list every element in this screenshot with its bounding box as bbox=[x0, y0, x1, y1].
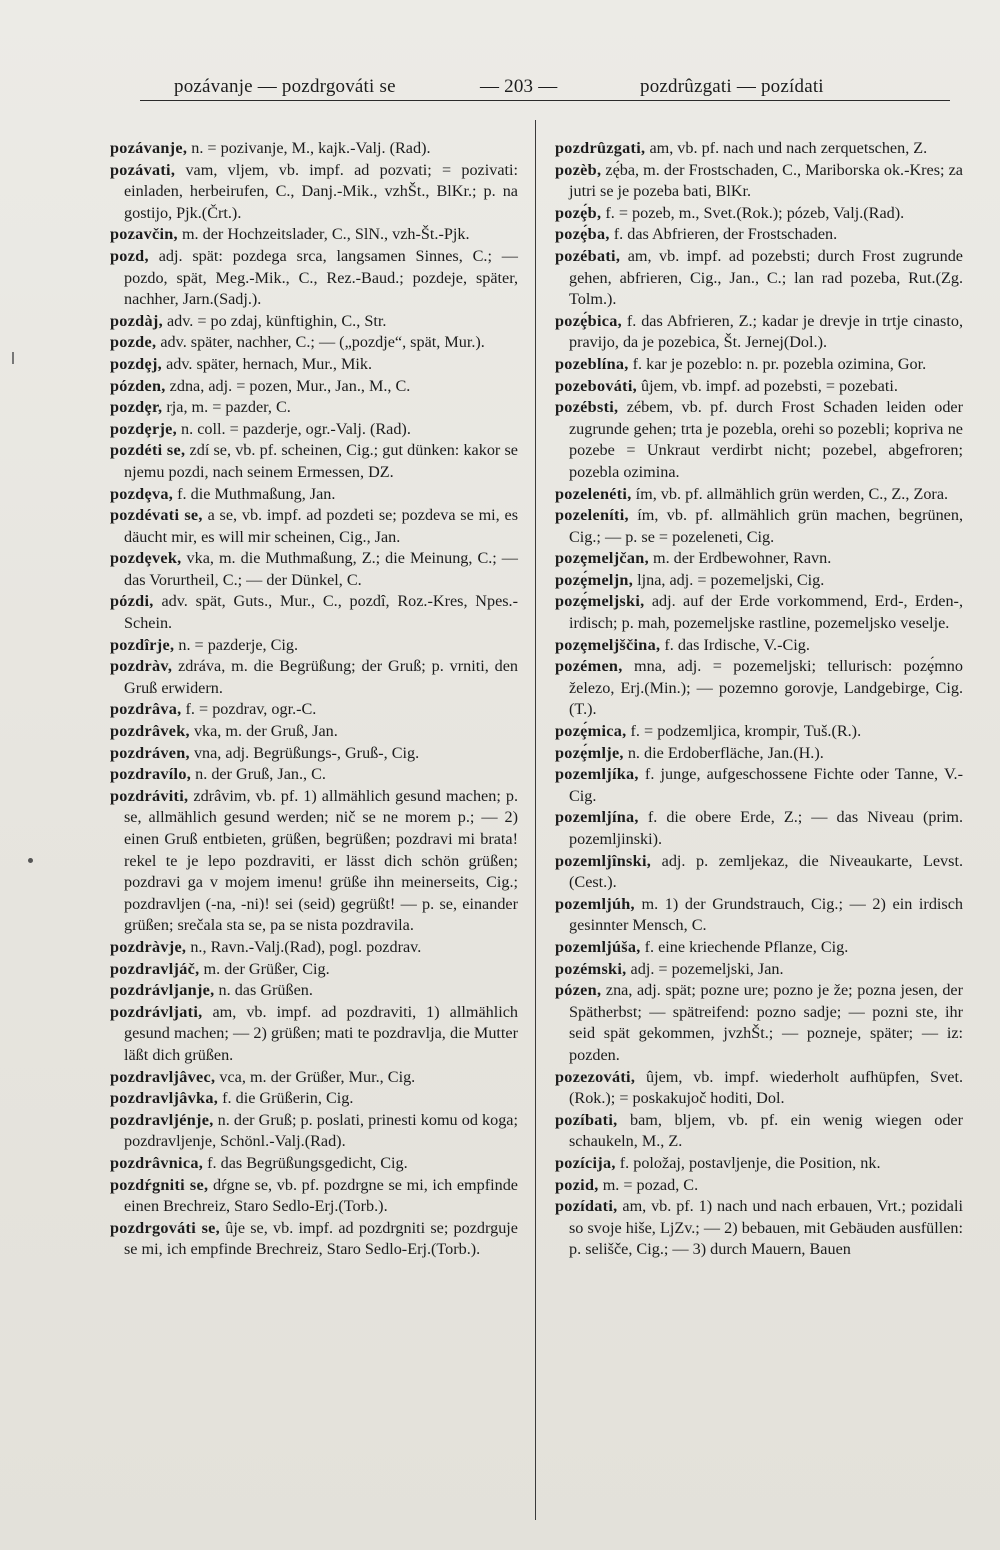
dictionary-entry bbox=[555, 1153, 963, 1175]
dictionary-entry bbox=[110, 1110, 518, 1153]
entry-headword: pozdéti se, bbox=[110, 441, 186, 460]
dictionary-entry bbox=[110, 591, 518, 634]
entry-headword: pozemljúh, bbox=[555, 894, 635, 913]
margin-mark bbox=[12, 352, 14, 364]
dictionary-entry bbox=[110, 440, 518, 483]
entry-definition: f. die Muthmaßung, Jan. bbox=[173, 484, 336, 503]
entry-definition: f. das Abfrieren, der Frostschaden. bbox=[609, 225, 838, 244]
dictionary-entry bbox=[110, 1218, 518, 1261]
dictionary-entry bbox=[110, 959, 518, 981]
entry-headword: pozdravílo, bbox=[110, 765, 192, 784]
dictionary-entry bbox=[110, 980, 518, 1002]
entry-definition: adv. = po zdaj, künftighin, C., Str. bbox=[162, 311, 387, 330]
entry-headword: pozdravljáč, bbox=[110, 959, 200, 978]
entry-headword: pozdévati se, bbox=[110, 506, 203, 525]
entry-definition: mna, adj. = pozemeljski; tellurisch: pozȩ́mno železo, Erj.(Min.); — pozemno gorovje, Landgebirge, Cig.(T.). bbox=[569, 657, 963, 719]
entry-definition: f. die obere Erde, Z.; — das Niveau (prim. pozemljinski). bbox=[569, 808, 963, 848]
entry-headword: pozezováti, bbox=[555, 1067, 636, 1086]
entry-definition: ím, vb. pf. allmählich grün werden, C., Z., Zora. bbox=[631, 484, 949, 503]
entry-definition: vam, vljem, vb. impf. ad pozvati; = pozivati: einladen, herbeirufen, C., Danj.-Mik., vzhŠt., BlKr.; p. na gostijo, Pjk.(Črt.). bbox=[124, 160, 518, 222]
entry-headword: pozdrávljanje, bbox=[110, 981, 215, 1000]
entry-headword: pozȩ́mlje, bbox=[555, 743, 624, 762]
entry-definition: zdráva, m. die Begrüßung; der Gruß; p. vrniti, den Gruß erwidern. bbox=[124, 657, 518, 697]
dictionary-entry bbox=[110, 743, 518, 765]
entry-headword: pozdràvje, bbox=[110, 937, 187, 956]
entry-definition: adj. p. zemljekaz, die Niveaukarte, Levst.(Cest.). bbox=[569, 851, 963, 892]
entry-headword: pozȩ́meljski, bbox=[555, 592, 645, 611]
entry-headword: pozícija, bbox=[555, 1153, 616, 1172]
entry-headword: pozdȩrje, bbox=[110, 419, 177, 438]
entry-headword: pozdrûzgati, bbox=[555, 139, 646, 157]
entry-headword: pozávati, bbox=[110, 160, 176, 179]
margin-dot bbox=[28, 858, 33, 863]
dictionary-entry bbox=[110, 656, 518, 699]
dictionary-entry bbox=[555, 376, 963, 398]
dictionary-entry bbox=[555, 548, 963, 570]
entry-definition: m. der Hochzeitslader, C., SlN., vzh-Št.-Pjk. bbox=[177, 225, 470, 244]
dictionary-entry bbox=[555, 138, 963, 160]
entry-headword: pozébsti, bbox=[555, 398, 619, 417]
entry-headword: pozdȩva, bbox=[110, 484, 174, 503]
dictionary-entry bbox=[110, 1088, 518, 1110]
entry-headword: pozemljíka, bbox=[555, 765, 639, 784]
entry-definition: vka, m. die Muthmaßung, Z.; die Meinung, C.; — das Vorurtheil, C.; — der Dünkel, C. bbox=[124, 549, 518, 589]
dictionary-entry bbox=[555, 397, 963, 483]
entry-headword: pozid, bbox=[555, 1175, 599, 1194]
dictionary-entry bbox=[110, 484, 518, 506]
dictionary-entry bbox=[555, 937, 963, 959]
dictionary-entry bbox=[555, 1175, 963, 1197]
entry-headword: pozemljînski, bbox=[555, 851, 652, 870]
entry-headword: pozèb, bbox=[555, 160, 602, 179]
entry-definition: f. das Begrüßungsgedicht, Cig. bbox=[203, 1153, 408, 1172]
entry-definition: adj. spät: pozdega srca, langsamen Sinnes, C.; — pozdo, spät, Meg.-Mik., C., Rez.-Baud.; pozdeje, später, nachher, Jarn.(Sadj.). bbox=[124, 246, 518, 309]
entry-headword: pozȩ́mica, bbox=[555, 722, 627, 741]
entry-headword: pozávanje, bbox=[110, 139, 188, 157]
dictionary-entry bbox=[110, 419, 518, 441]
dictionary-entry bbox=[110, 937, 518, 959]
entry-headword: pozeblína, bbox=[555, 354, 629, 373]
entry-headword: pozȩmeljčan, bbox=[555, 549, 649, 568]
dictionary-entry bbox=[110, 397, 518, 419]
entry-definition: m. der Erdbewohner, Ravn. bbox=[648, 549, 832, 568]
entry-headword: pozdravljénje, bbox=[110, 1110, 214, 1129]
entry-definition: f. položaj, postavljenje, die Position, nk. bbox=[615, 1153, 881, 1172]
dictionary-entry bbox=[555, 721, 963, 743]
dictionary-entry bbox=[110, 246, 518, 311]
entry-headword: pozémen, bbox=[555, 657, 623, 676]
dictionary-entry bbox=[555, 743, 963, 765]
entry-headword: pozdrâvnica, bbox=[110, 1153, 204, 1172]
header-right-guideword: pozdrûzgati — pozídati bbox=[640, 76, 824, 97]
dictionary-entry bbox=[555, 764, 963, 807]
entry-headword: pozdàj, bbox=[110, 311, 163, 330]
entry-definition: am, vb. impf. ad pozdraviti, 1) allmählich gesund machen; — 2) grüßen; mati te pozdravlja, die Mutter läßt dich grüßen. bbox=[124, 1002, 518, 1064]
entry-definition: adj. = pozemeljski, Jan. bbox=[626, 959, 784, 978]
dictionary-entry bbox=[555, 656, 963, 721]
dictionary-entry bbox=[555, 959, 963, 981]
dictionary-entry bbox=[555, 980, 963, 1066]
entry-headword: pozdravljâvec, bbox=[110, 1067, 216, 1086]
entry-headword: pozȩ́ba, bbox=[555, 225, 610, 244]
entry-definition: am, vb. pf. 1) nach und nach erbauen, Vrt.; pozidali so svoje hiše, LjZv.; — 2) bebauen, mit Gebäuden ausfüllen: p. selišče, Cig.; — 3) durch Mauern, Bauen bbox=[569, 1197, 963, 1259]
entry-definition: m. = pozad, C. bbox=[598, 1175, 699, 1194]
entry-headword: pozdrâvek, bbox=[110, 722, 190, 741]
entry-headword: pozemljína, bbox=[555, 808, 639, 827]
entry-definition: f. die Grüßerin, Cig. bbox=[218, 1089, 354, 1108]
right-column bbox=[555, 138, 963, 1261]
entry-definition: f. = pozdrav, ogr.-C. bbox=[181, 700, 317, 719]
entry-definition: n. = pazderje, Cig. bbox=[174, 635, 299, 654]
dictionary-entry bbox=[555, 246, 963, 311]
left-column bbox=[110, 138, 518, 1261]
entry-definition: n. der Gruß; p. poslati, prinesti komu od koga; pozdravljenje, Schönl.-Valj.(Rad). bbox=[124, 1110, 518, 1151]
dictionary-entry bbox=[555, 203, 963, 225]
dictionary-entry bbox=[555, 484, 963, 506]
dictionary-entry bbox=[555, 1110, 963, 1153]
dictionary-entry bbox=[555, 1067, 963, 1110]
entry-definition: n. die Erdoberfläche, Jan.(H.). bbox=[623, 743, 824, 762]
entry-definition: dŕgne se, vb. pf. pozdrgne se mi, ich empfinde einen Brechreiz, Staro Sedlo-Erj.(Torb.). bbox=[124, 1175, 518, 1216]
entry-definition: n. = pozivanje, M., kajk.-Valj. (Rad). bbox=[187, 139, 431, 157]
entry-headword: pózden, bbox=[110, 376, 166, 395]
dictionary-entry bbox=[555, 311, 963, 354]
entry-definition: am, vb. impf. ad pozebsti; durch Frost zugrunde gehen, abfrieren, Cig., Jan., C.; lan rad pozeba, Rut.(Zg. Tolm.). bbox=[569, 246, 963, 309]
entry-definition: f. junge, aufgeschossene Fichte oder Tanne, V.-Cig. bbox=[569, 765, 963, 805]
entry-headword: pozíbati, bbox=[555, 1110, 618, 1129]
dictionary-entry bbox=[110, 311, 518, 333]
entry-definition: n. der Gruß, Jan., C. bbox=[191, 765, 326, 784]
entry-headword: pozde, bbox=[110, 333, 157, 352]
dictionary-entry bbox=[110, 505, 518, 548]
entry-definition: vca, m. der Grüßer, Mur., Cig. bbox=[215, 1067, 416, 1086]
dictionary-entry bbox=[110, 1175, 518, 1218]
dictionary-entry bbox=[110, 1153, 518, 1175]
entry-definition: zę́ba, m. der Frostschaden, C., Mariborska ok.-Kres; za jutri se je pozeba bati, BlKr. bbox=[569, 160, 963, 201]
entry-definition: m. 1) der Grundstrauch, Cig.; — 2) ein irdisch gesinnter Mensch, C. bbox=[569, 894, 963, 935]
entry-headword: pozdrâva, bbox=[110, 700, 182, 719]
entry-definition: ím, vb. pf. allmählich grün machen, begrünen, Cig.; — p. se = pozeleneti, Cig. bbox=[569, 506, 963, 546]
entry-headword: pozdȩj, bbox=[110, 354, 163, 373]
page-number: — 203 — bbox=[480, 76, 558, 97]
entry-definition: adv. später, nachher, C.; — („pozdje“, spät, Mur.). bbox=[156, 333, 485, 352]
entry-definition: ljna, adj. = pozemeljski, Cig. bbox=[633, 570, 825, 589]
dictionary-entry bbox=[110, 1002, 518, 1067]
entry-headword: pozavčin, bbox=[110, 225, 178, 244]
column-divider bbox=[535, 120, 536, 1520]
entry-headword: pozdràv, bbox=[110, 657, 173, 676]
dictionary-entry bbox=[110, 764, 518, 786]
dictionary-entry bbox=[110, 354, 518, 376]
dictionary-entry bbox=[110, 224, 518, 246]
entry-definition: f. = podzemljica, krompir, Tuš.(R.). bbox=[626, 722, 862, 741]
entry-definition: n. das Grüßen. bbox=[214, 981, 313, 1000]
entry-definition: f. = pozeb, m., Svet.(Rok.); pózeb, Valj.(Rad). bbox=[601, 203, 905, 222]
entry-definition: a se, vb. impf. ad pozdeti se; pozdeva se mi, es däucht mir, es will mir scheinen, Cig., Jan. bbox=[124, 506, 518, 546]
entry-headword: pózen, bbox=[555, 981, 602, 1000]
dictionary-entry bbox=[110, 635, 518, 657]
entry-definition: vna, adj. Begrüßungs-, Gruß-, Cig. bbox=[189, 743, 420, 762]
entry-headword: pozdravljâvka, bbox=[110, 1089, 219, 1108]
dictionary-entry bbox=[110, 332, 518, 354]
entry-definition: ûjem, vb. impf. wiederholt aufhüpfen, Svet.(Rok.); = poskakujoč hoditi, Dol. bbox=[569, 1067, 963, 1108]
dictionary-entry bbox=[110, 138, 518, 160]
entry-definition: zdí se, vb. pf. scheinen, Cig.; gut dünken: kakor se njemu pozdi, nach seinem Ermessen, DZ. bbox=[124, 441, 518, 481]
dictionary-entry bbox=[555, 1196, 963, 1261]
entry-definition: bam, bljem, vb. pf. ein wenig wiegen oder schaukeln, M., Z. bbox=[569, 1110, 963, 1151]
entry-headword: pozdráven, bbox=[110, 743, 190, 762]
entry-definition: ûje se, vb. impf. ad pozdrgniti se; pozdrguje se mi, ich empfinde Brechreiz, Staro Sedlo-Erj.(Torb.). bbox=[124, 1218, 518, 1259]
entry-definition: n., Ravn.-Valj.(Rad), pogl. pozdrav. bbox=[186, 937, 422, 956]
running-header bbox=[160, 70, 920, 100]
entry-headword: pozébati, bbox=[555, 246, 621, 265]
entry-headword: pozȩ́meljn, bbox=[555, 570, 634, 589]
entry-headword: pozdrgováti se, bbox=[110, 1218, 220, 1237]
entry-definition: f. das Irdische, V.-Cig. bbox=[660, 635, 810, 654]
entry-definition: f. kar je pozeblo: n. pr. pozebla ozimina, Gor. bbox=[628, 354, 927, 373]
entry-headword: pozdȩr, bbox=[110, 398, 163, 417]
dictionary-entry bbox=[110, 1067, 518, 1089]
dictionary-entry bbox=[555, 635, 963, 657]
entry-headword: pozelenéti, bbox=[555, 484, 632, 503]
entry-headword: pozdrávljati, bbox=[110, 1002, 203, 1021]
entry-definition: zdrâvim, vb. pf. 1) allmählich gesund machen; p. se, allmählich gesund werden; nič se ne morem p.; — 2) einen Gruß entbieten, grüßen, begrüßen; pozdravi mi brata! rekel te je lepo pozdraviti, er lässt dich schön grüßen; pozdravi ga v mojem imenu! grüße ihn meinerseits, Cig.; pozdravljen (-na, -ni)! sei (seid) gegrüßt! — p. se, einander grüßen; srečala sta se, pa se nista pozdravila. bbox=[124, 786, 518, 935]
entry-definition: adv. spät, Guts., Mur., C., pozdî, Roz.-Kres, Npes.-Schein. bbox=[124, 592, 518, 633]
entry-headword: pozdráviti, bbox=[110, 786, 189, 805]
dictionary-entry bbox=[555, 160, 963, 203]
entry-headword: pozémski, bbox=[555, 959, 627, 978]
entry-definition: f. eine kriechende Pflanze, Cig. bbox=[640, 937, 849, 956]
entry-definition: n. coll. = pazderje, ogr.-Valj. (Rad). bbox=[176, 419, 411, 438]
dictionary-entry bbox=[555, 894, 963, 937]
entry-definition: adv. später, hernach, Mur., Mik. bbox=[162, 354, 373, 373]
entry-headword: pozídati, bbox=[555, 1197, 618, 1216]
dictionary-entry bbox=[110, 160, 518, 225]
dictionary-entry bbox=[555, 224, 963, 246]
header-rule bbox=[140, 100, 950, 101]
entry-definition: zna, adj. spät; pozne ure; pozno je že; pozna jesen, der Spätherbst; — spätreifend: pozno sadje; — pozni ste, ihr seid spät gekommen, jvzhŠt.; — pozneje, später; — iz: pozden. bbox=[569, 981, 963, 1064]
entry-definition: f. das Abfrieren, Z.; kadar je drevje in trtje cinasto, pravijo, da je pozebica, Št. Jernej(Dol.). bbox=[569, 311, 963, 352]
dictionary-entry bbox=[110, 721, 518, 743]
dictionary-entry bbox=[110, 376, 518, 398]
entry-definition: am, vb. pf. nach und nach zerquetschen, Z. bbox=[645, 139, 928, 157]
entry-headword: pózdi, bbox=[110, 592, 154, 611]
entry-definition: zdna, adj. = pozen, Mur., Jan., M., C. bbox=[165, 376, 411, 395]
dictionary-entry bbox=[555, 807, 963, 850]
dictionary-entry bbox=[110, 548, 518, 591]
entry-headword: pozȩ́b, bbox=[555, 203, 602, 222]
entry-headword: pozemljúša, bbox=[555, 937, 641, 956]
dictionary-entry bbox=[555, 591, 963, 634]
entry-headword: pozȩmeljščina, bbox=[555, 635, 661, 654]
entry-definition: m. der Grüßer, Cig. bbox=[199, 959, 330, 978]
entry-headword: pozdîrje, bbox=[110, 635, 175, 654]
header-left-guideword: pozávanje — pozdrgováti se bbox=[174, 76, 396, 97]
dictionary-entry bbox=[110, 699, 518, 721]
entry-headword: pozdŕgniti se, bbox=[110, 1175, 209, 1194]
entry-headword: pozebováti, bbox=[555, 376, 637, 395]
entry-definition: ûjem, vb. impf. ad pozebsti, = pozebati. bbox=[637, 376, 898, 395]
entry-headword: pozd, bbox=[110, 246, 149, 265]
entry-definition: rja, m. = pazder, C. bbox=[162, 398, 291, 417]
entry-headword: pozeleníti, bbox=[555, 506, 629, 525]
entry-definition: zébem, vb. pf. durch Frost Schaden leiden oder zugrunde gehen; trta je pozebla, orehi so pozebli; kopriva ne pozebe = Unkraut verdirbt nicht; pozebel, abgefroren; pozebla ozimina. bbox=[569, 398, 963, 481]
entry-definition: vka, m. der Gruß, Jan. bbox=[189, 722, 338, 741]
entry-headword: pozȩ́bica, bbox=[555, 311, 622, 330]
entry-headword: pozdȩvek, bbox=[110, 549, 182, 568]
entry-definition: adj. auf der Erde vorkommend, Erd-, Erden-, irdisch; p. mah, pozemeljske rastline, pozemeljsko veselje. bbox=[569, 592, 963, 633]
dictionary-entry bbox=[555, 354, 963, 376]
dictionary-entry bbox=[555, 570, 963, 592]
dictionary-entry bbox=[555, 851, 963, 894]
dictionary-entry bbox=[110, 786, 518, 937]
dictionary-entry bbox=[555, 505, 963, 548]
